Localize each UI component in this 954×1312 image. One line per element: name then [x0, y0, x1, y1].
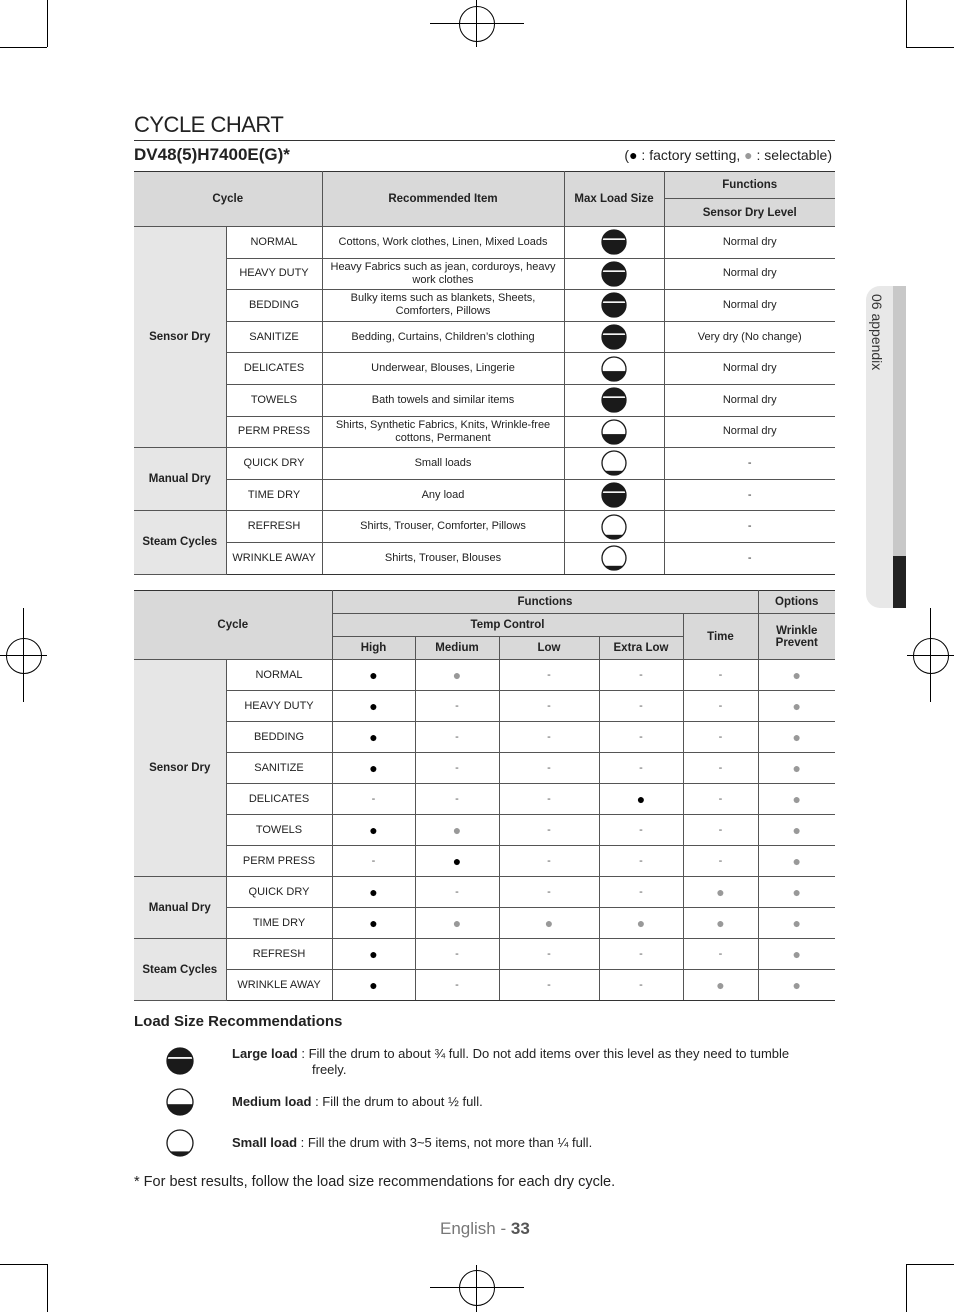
not-available: -: [332, 846, 415, 877]
not-available: -: [415, 753, 499, 784]
cycle-group: Sensor Dry: [134, 227, 226, 448]
header-recommended-item: Recommended Item: [322, 172, 564, 227]
selectable-dot-icon: ●: [758, 660, 835, 691]
selectable-dot-icon: ●: [758, 815, 835, 846]
not-available: -: [683, 815, 758, 846]
table-row: [134, 815, 835, 846]
selectable-dot-icon: ●: [758, 691, 835, 722]
model-number: DV48(5)H7400E(G)*: [134, 145, 290, 164]
not-available: -: [415, 784, 499, 815]
large-load-text: Large load : Fill the drum to about ¾ full. Do not add items over this level as they need to tumble freely.: [232, 1046, 790, 1077]
cycle-table-functions: [134, 590, 835, 1001]
recommended-item: Cottons, Work clothes, Linen, Mixed Loads: [322, 227, 564, 259]
crop-mark: [47, 1264, 48, 1312]
large-load-icon: [564, 227, 664, 259]
header-options: Options: [758, 591, 835, 614]
recommended-item: Heavy Fabrics such as jean, corduroys, heavy work clothes: [322, 258, 564, 290]
not-available: -: [332, 784, 415, 815]
selectable-dot-icon: ●: [415, 815, 499, 846]
selectable-dot-icon: ●: [415, 660, 499, 691]
recommended-item: Shirts, Trouser, Comforter, Pillows: [322, 511, 564, 543]
cycle-name: DELICATES: [226, 353, 322, 385]
medium-load-text: Medium load : Fill the drum to about ½ full.: [232, 1094, 483, 1109]
selectable-dot-icon: ●: [683, 908, 758, 939]
selectable-dot-icon: ●: [758, 877, 835, 908]
table-row: [134, 511, 835, 543]
large-load-icon: [564, 321, 664, 353]
selectable-dot-icon: ●: [758, 908, 835, 939]
factory-setting-dot-icon: ●: [332, 939, 415, 970]
crop-mark: [906, 0, 907, 47]
not-available: -: [415, 877, 499, 908]
selectable-dot-icon: ●: [758, 939, 835, 970]
cycle-name: PERM PRESS: [226, 416, 322, 448]
table-row: [134, 877, 835, 908]
factory-setting-dot-icon: ●: [332, 970, 415, 1001]
selectable-dot-icon: ●: [758, 722, 835, 753]
factory-dot-icon: ●: [629, 147, 638, 163]
factory-setting-dot-icon: ●: [332, 691, 415, 722]
not-available: -: [599, 877, 683, 908]
crop-mark: [0, 1264, 47, 1265]
cycle-group: Steam Cycles: [134, 939, 226, 1001]
header-functions: Functions: [664, 172, 835, 199]
header-temp-control: Temp Control: [332, 614, 683, 637]
header-high: High: [332, 637, 415, 660]
recommended-item: Small loads: [322, 448, 564, 480]
header-medium: Medium: [415, 637, 499, 660]
selectable-dot-icon: ●: [683, 970, 758, 1001]
not-available: -: [499, 939, 599, 970]
header-low: Low: [499, 637, 599, 660]
table-row: [134, 691, 835, 722]
selectable-dot-icon: ●: [758, 970, 835, 1001]
cycle-name: QUICK DRY: [226, 448, 322, 480]
recommended-item: Any load: [322, 479, 564, 511]
header-cycle: Cycle: [134, 172, 322, 227]
not-available: -: [683, 691, 758, 722]
cycle-name: BEDDING: [226, 290, 322, 322]
table-row: [134, 448, 835, 480]
cycle-group: Steam Cycles: [134, 511, 226, 574]
cycle-name: QUICK DRY: [226, 877, 332, 908]
legend: (● : factory setting, ● : selectable): [624, 147, 832, 163]
recommended-item: Bath towels and similar items: [322, 384, 564, 416]
table-row: [134, 908, 835, 939]
small-load-icon: [564, 542, 664, 574]
factory-setting-dot-icon: ●: [415, 846, 499, 877]
factory-setting-dot-icon: ●: [599, 784, 683, 815]
not-available: -: [599, 846, 683, 877]
sensor-dry-level: Normal dry: [664, 258, 835, 290]
cycle-name: NORMAL: [226, 227, 322, 259]
not-available: -: [599, 970, 683, 1001]
factory-setting-dot-icon: ●: [332, 877, 415, 908]
not-available: -: [683, 660, 758, 691]
small-load-icon: [166, 1129, 194, 1162]
large-load-icon: [564, 290, 664, 322]
crop-mark: [47, 0, 48, 47]
table-row: [134, 722, 835, 753]
large-load-icon: [166, 1047, 194, 1080]
selectable-dot-icon: ●: [683, 877, 758, 908]
cycle-name: HEAVY DUTY: [226, 691, 332, 722]
table-row: [134, 384, 835, 416]
cycle-name: DELICATES: [226, 784, 332, 815]
sensor-dry-level: Normal dry: [664, 227, 835, 259]
not-available: -: [499, 691, 599, 722]
selectable-dot-icon: ●: [758, 753, 835, 784]
factory-setting-dot-icon: ●: [332, 660, 415, 691]
not-available: -: [499, 877, 599, 908]
selectable-dot-icon: ●: [758, 846, 835, 877]
recommended-item: Bulky items such as blankets, Sheets, Comforters, Pillows: [322, 290, 564, 322]
table-row: [134, 542, 835, 574]
small-load-text: Small load : Fill the drum with 3~5 items, not more than ¼ full.: [232, 1135, 593, 1150]
crop-mark: [906, 1264, 907, 1312]
not-available: -: [683, 939, 758, 970]
cycle-name: TOWELS: [226, 384, 322, 416]
cycle-name: WRINKLE AWAY: [226, 542, 322, 574]
medium-load-icon: [564, 416, 664, 448]
cycle-name: TOWELS: [226, 815, 332, 846]
page-number: 33: [510, 1219, 530, 1238]
not-available: -: [499, 846, 599, 877]
header-time: Time: [683, 614, 758, 660]
not-available: -: [599, 753, 683, 784]
not-available: -: [499, 970, 599, 1001]
sensor-dry-level: Normal dry: [664, 416, 835, 448]
cycle-name: PERM PRESS: [226, 846, 332, 877]
small-load-icon: [564, 511, 664, 543]
cycle-name: TIME DRY: [226, 908, 332, 939]
selectable-dot-icon: ●: [758, 784, 835, 815]
cycle-name: TIME DRY: [226, 479, 322, 511]
recommended-item: Shirts, Synthetic Fabrics, Knits, Wrinkle-free cottons, Permanent: [322, 416, 564, 448]
factory-setting-dot-icon: ●: [332, 815, 415, 846]
not-available: -: [499, 660, 599, 691]
not-available: -: [599, 691, 683, 722]
chapter-tab-bar: [893, 286, 906, 556]
not-available: -: [415, 691, 499, 722]
large-load-icon: [564, 384, 664, 416]
header-functions: Functions: [332, 591, 758, 614]
selectable-dot-icon: ●: [599, 908, 683, 939]
large-load-icon: [564, 479, 664, 511]
cycle-group: Manual Dry: [134, 877, 226, 939]
selectable-dot-icon: ●: [415, 908, 499, 939]
sensor-dry-level: Very dry (No change): [664, 321, 835, 353]
not-available: -: [683, 784, 758, 815]
not-available: -: [683, 846, 758, 877]
footnote: * For best results, follow the load size recommendations for each dry cycle.: [134, 1174, 616, 1190]
not-available: -: [499, 753, 599, 784]
cycle-name: SANITIZE: [226, 753, 332, 784]
not-available: -: [599, 660, 683, 691]
sensor-dry-level: -: [664, 448, 835, 480]
cycle-name: REFRESH: [226, 511, 322, 543]
medium-load-icon: [166, 1088, 194, 1121]
table-row: [134, 660, 835, 691]
factory-setting-dot-icon: ●: [332, 722, 415, 753]
factory-setting-dot-icon: ●: [332, 908, 415, 939]
table-row: [134, 846, 835, 877]
load-size-title: Load Size Recommendations: [134, 1013, 343, 1030]
table-row: [134, 353, 835, 385]
sensor-dry-level: -: [664, 479, 835, 511]
table-row: [134, 753, 835, 784]
header-wrinkle-prevent: Wrinkle Prevent: [758, 614, 835, 660]
table-row: [134, 227, 835, 259]
table-row: [134, 479, 835, 511]
sensor-dry-level: Normal dry: [664, 353, 835, 385]
not-available: -: [415, 939, 499, 970]
header-extra-low: Extra Low: [599, 637, 683, 660]
crop-mark: [0, 47, 47, 48]
sensor-dry-level: Normal dry: [664, 384, 835, 416]
cycle-name: NORMAL: [226, 660, 332, 691]
table-row: [134, 784, 835, 815]
title-rule: [134, 140, 835, 141]
recommended-item: Bedding, Curtains, Children’s clothing: [322, 321, 564, 353]
sensor-dry-level: -: [664, 542, 835, 574]
selectable-dot-icon: ●: [499, 908, 599, 939]
not-available: -: [599, 939, 683, 970]
medium-load-icon: [564, 353, 664, 385]
not-available: -: [599, 722, 683, 753]
table-row: [134, 258, 835, 290]
table-row: [134, 939, 835, 970]
cycle-name: WRINKLE AWAY: [226, 970, 332, 1001]
sensor-dry-level: -: [664, 511, 835, 543]
not-available: -: [683, 753, 758, 784]
header-max-load: Max Load Size: [564, 172, 664, 227]
not-available: -: [415, 722, 499, 753]
cycle-name: HEAVY DUTY: [226, 258, 322, 290]
page-title: CYCLE CHART: [134, 112, 284, 137]
page-footer: English - 33: [440, 1219, 530, 1238]
cycle-name: SANITIZE: [226, 321, 322, 353]
not-available: -: [683, 722, 758, 753]
cycle-name: REFRESH: [226, 939, 332, 970]
not-available: -: [499, 784, 599, 815]
not-available: -: [599, 815, 683, 846]
not-available: -: [499, 815, 599, 846]
table-row: [134, 321, 835, 353]
chapter-tab-label: 06 appendix: [869, 294, 885, 371]
cycle-name: BEDDING: [226, 722, 332, 753]
not-available: -: [499, 722, 599, 753]
chapter-tab-marker: [893, 556, 906, 608]
cycle-group: Sensor Dry: [134, 660, 226, 877]
crop-mark: [906, 47, 954, 48]
cycle-group: Manual Dry: [134, 448, 226, 511]
table-row: [134, 416, 835, 448]
header-cycle: Cycle: [134, 591, 332, 660]
not-available: -: [415, 970, 499, 1001]
crop-mark: [906, 1264, 954, 1265]
selectable-dot-icon: ●: [744, 147, 753, 163]
header-sensor-dry-level: Sensor Dry Level: [664, 199, 835, 227]
cycle-table-load: [134, 171, 835, 575]
small-load-icon: [564, 448, 664, 480]
table-row: [134, 290, 835, 322]
sensor-dry-level: Normal dry: [664, 290, 835, 322]
large-load-icon: [564, 258, 664, 290]
recommended-item: Underwear, Blouses, Lingerie: [322, 353, 564, 385]
recommended-item: Shirts, Trouser, Blouses: [322, 542, 564, 574]
table-row: [134, 970, 835, 1001]
factory-setting-dot-icon: ●: [332, 753, 415, 784]
